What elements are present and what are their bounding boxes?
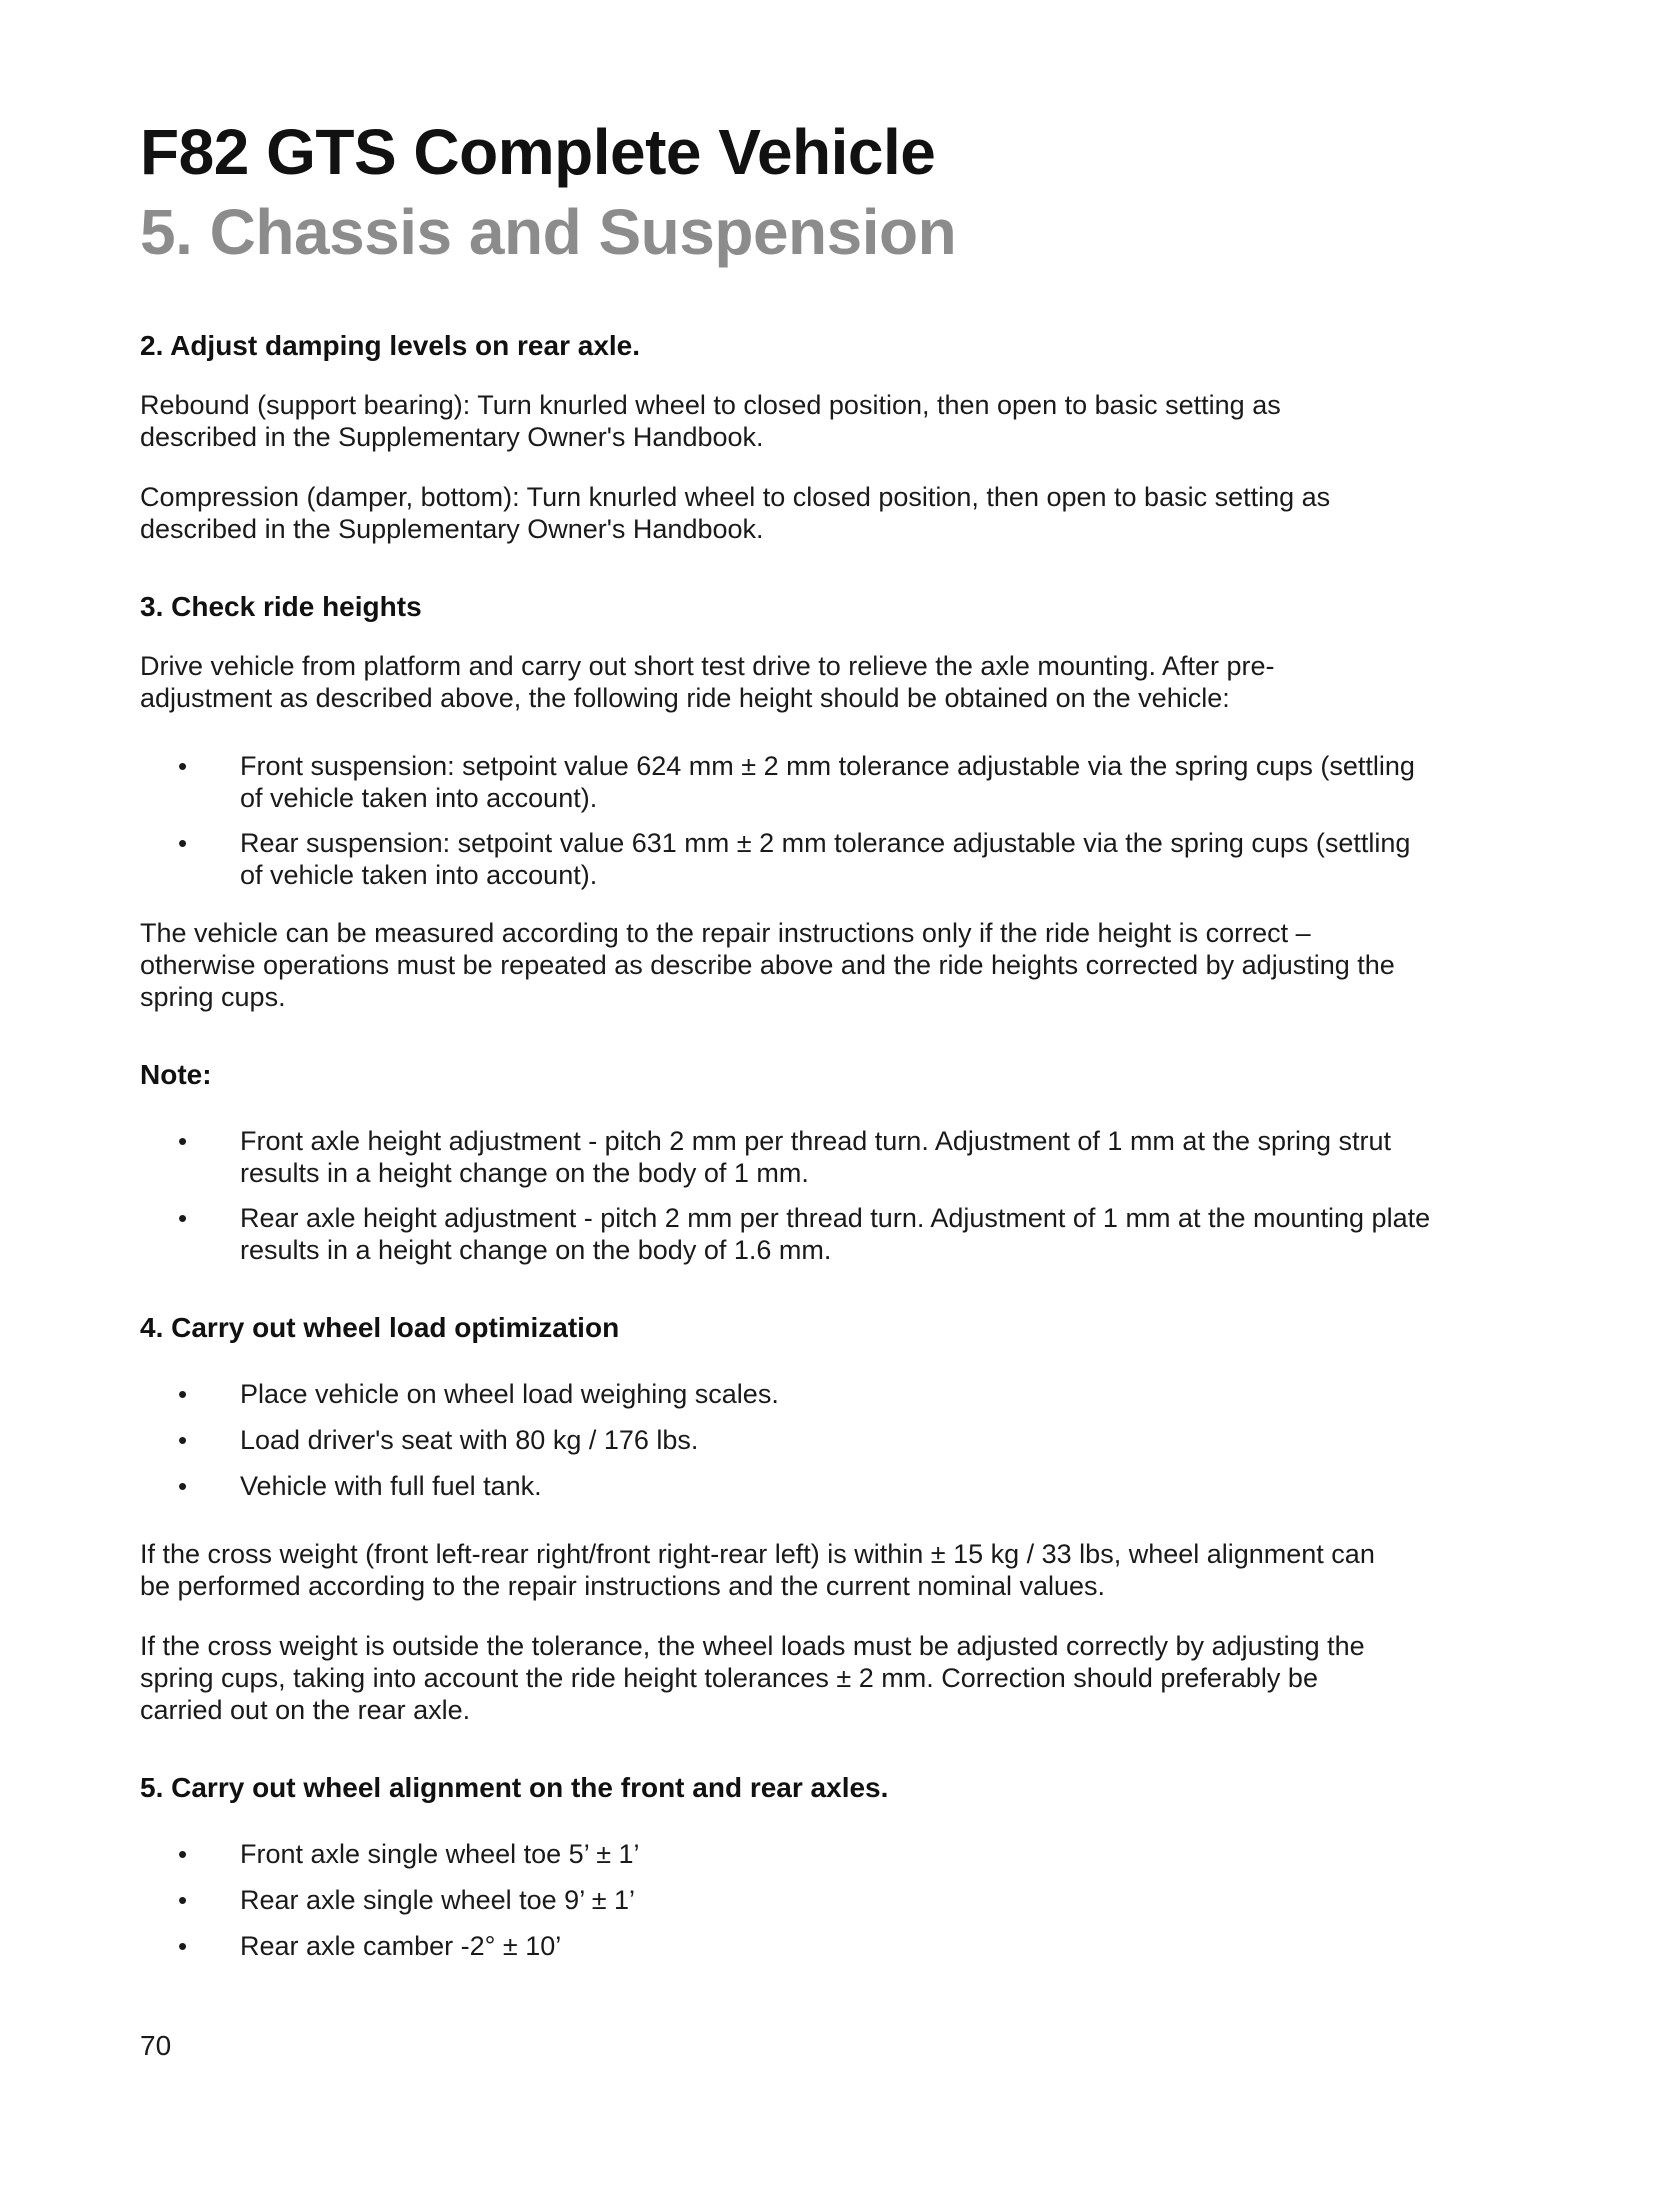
note-heading: Note: xyxy=(140,1059,212,1090)
list-item-text: Vehicle with full fuel tank. xyxy=(240,1471,542,1501)
bullet-icon: • xyxy=(178,751,188,781)
bullet-icon: • xyxy=(178,1425,188,1455)
bullet-icon: • xyxy=(178,828,188,858)
paragraph-cross-weight-outside: If the cross weight is outside the tolerance, the wheel loads must be adjusted correctly by adjusting the spring cups, taking into account the ride height tolerances ± 2 mm. Correction should preferably be carried out on the rear axle. xyxy=(140,1631,1365,1725)
section-wheel-load-optimization xyxy=(140,1312,1440,1726)
wheel-load-list xyxy=(140,1378,1440,1502)
list-item xyxy=(140,1424,1440,1456)
list-item-text: Rear axle camber -2° ± 10’ xyxy=(240,1931,562,1961)
list-item xyxy=(140,750,1440,814)
section-adjust-damping xyxy=(140,330,1440,545)
section-heading: 3. Check ride heights xyxy=(140,591,422,622)
list-item xyxy=(140,1930,1440,1962)
section-heading: 5. Carry out wheel alignment on the front and rear axles. xyxy=(140,1772,889,1803)
page-subtitle: 5. Chassis and Suspension xyxy=(140,196,957,268)
bullet-icon: • xyxy=(178,1471,188,1501)
bullet-icon: • xyxy=(178,1126,188,1156)
bullet-icon: • xyxy=(178,1839,188,1869)
list-item-text: Place vehicle on wheel load weighing scales. xyxy=(240,1379,779,1409)
list-item xyxy=(140,1378,1440,1410)
list-item-text: Front suspension: setpoint value 624 mm ± 2 mm tolerance adjustable via the spring cups (settling of vehicle taken into account). xyxy=(240,751,1415,813)
list-item xyxy=(140,1884,1440,1916)
list-item-text: Rear axle height adjustment - pitch 2 mm per thread turn. Adjustment of 1 mm at the mounting plate results in a height change on the body of 1.6 mm. xyxy=(240,1203,1431,1265)
bullet-icon: • xyxy=(178,1931,188,1961)
bullet-icon: • xyxy=(178,1379,188,1409)
paragraph-cross-weight-within: If the cross weight (front left-rear right/front right-rear left) is within ± 15 kg / 33 lbs, wheel alignment can be performed according to the repair instructions and the current nominal values. xyxy=(140,1539,1375,1601)
list-item xyxy=(140,1838,1440,1870)
list-item-text: Load driver's seat with 80 kg / 176 lbs. xyxy=(240,1425,699,1455)
note-list xyxy=(140,1125,1440,1266)
paragraph-rebound: Rebound (support bearing): Turn knurled wheel to closed position, then open to basic setting as described in the Supplementary Owner's Handbook. xyxy=(140,390,1281,452)
list-item-text: Rear suspension: setpoint value 631 mm ± 2 mm tolerance adjustable via the spring cups (settling of vehicle taken into account). xyxy=(240,828,1411,890)
list-item xyxy=(140,1125,1440,1189)
paragraph-outro: The vehicle can be measured according to the repair instructions only if the ride height is correct – otherwise operations must be repeated as describe above and the ride heights corrected by adjusting the spring cups. xyxy=(140,918,1395,1012)
alignment-list xyxy=(140,1838,1440,1962)
list-item xyxy=(140,827,1440,891)
section-heading: 2. Adjust damping levels on rear axle. xyxy=(140,330,641,361)
list-item-text: Rear axle single wheel toe 9’ ± 1’ xyxy=(240,1885,636,1915)
page-number: 70 xyxy=(140,2030,172,2061)
bullet-icon: • xyxy=(178,1885,188,1915)
paragraph-compression: Compression (damper, bottom): Turn knurled wheel to closed position, then open to basic setting as described in the Supplementary Owner's Handbook. xyxy=(140,482,1331,544)
list-item-text: Front axle single wheel toe 5’ ± 1’ xyxy=(240,1839,640,1869)
list-item-text: Front axle height adjustment - pitch 2 mm per thread turn. Adjustment of 1 mm at the spring strut results in a height change on the body of 1 mm. xyxy=(240,1126,1392,1188)
ride-height-list xyxy=(140,750,1440,891)
page-title: F82 GTS Complete Vehicle xyxy=(140,116,936,188)
list-item xyxy=(140,1202,1440,1266)
section-note xyxy=(140,1059,1440,1266)
list-item xyxy=(140,1470,1440,1502)
bullet-icon: • xyxy=(178,1203,188,1233)
document-page xyxy=(140,112,1440,1990)
section-wheel-alignment xyxy=(140,1772,1440,1962)
section-heading: 4. Carry out wheel load optimization xyxy=(140,1312,620,1343)
section-check-ride-heights xyxy=(140,591,1440,1013)
paragraph-intro: Drive vehicle from platform and carry out short test drive to relieve the axle mounting. After pre-adjustment as described above, the following ride height should be obtained on the vehicle: xyxy=(140,651,1275,713)
